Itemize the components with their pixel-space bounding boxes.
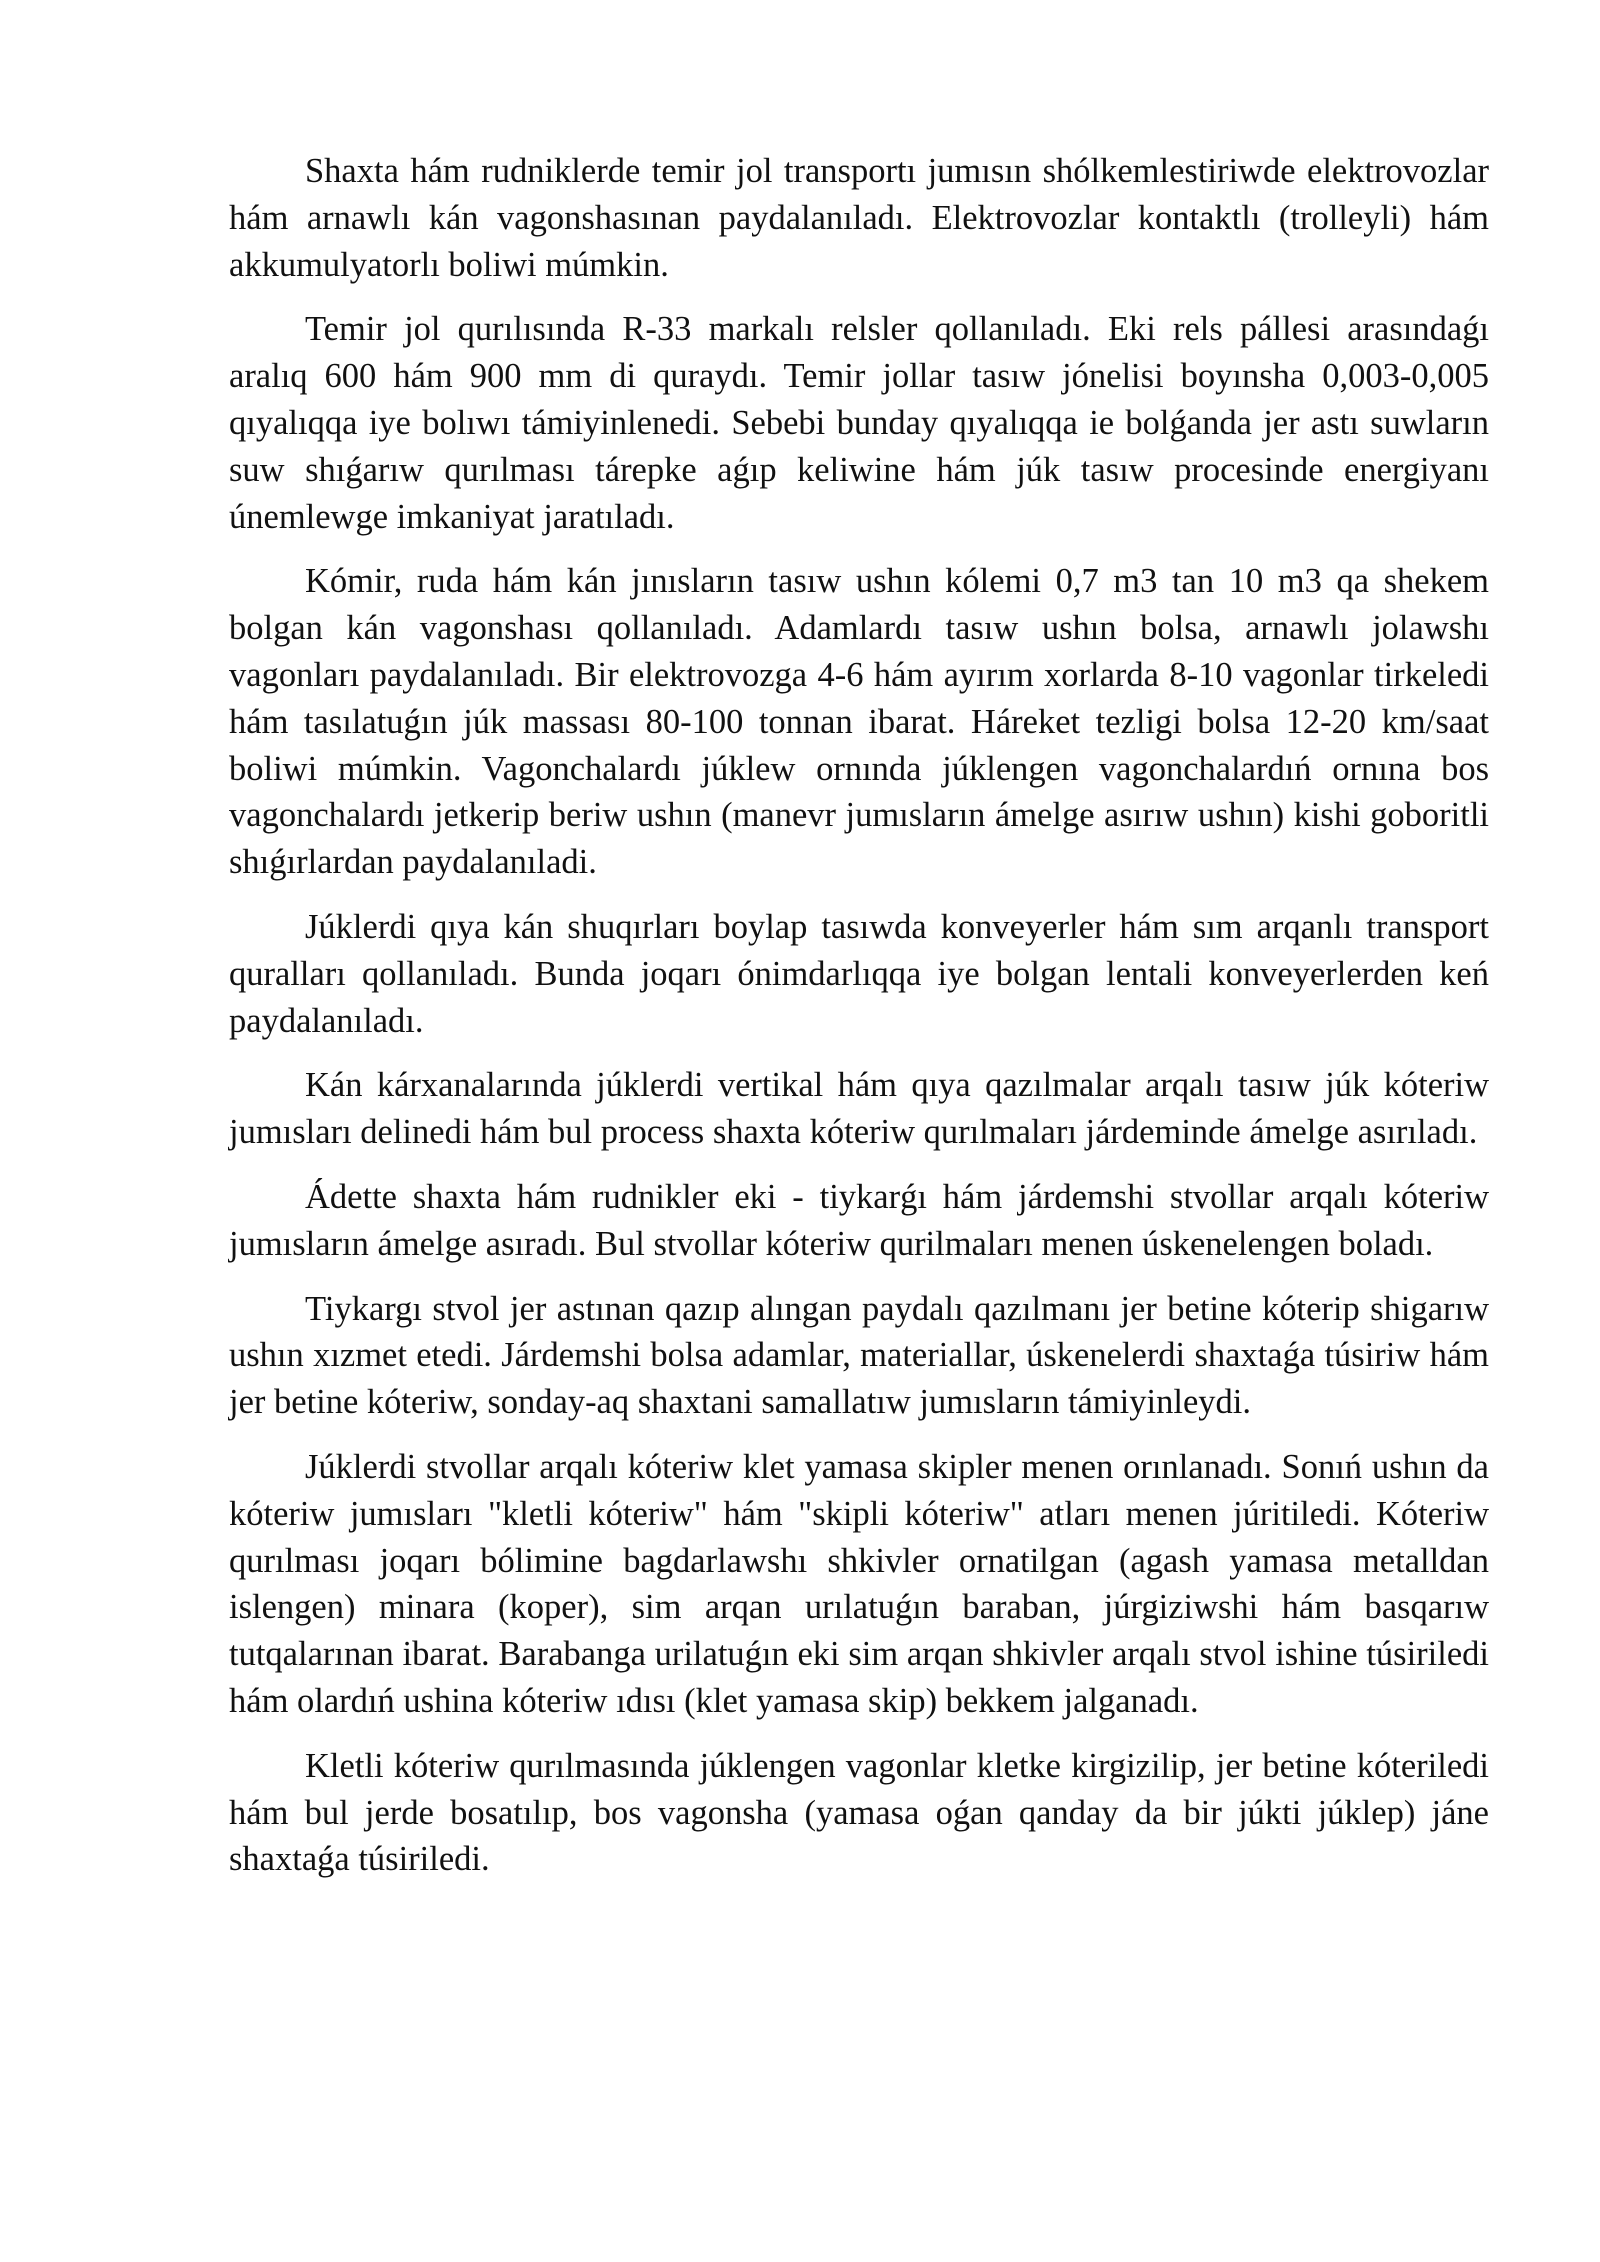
paragraph-conveyors: Júklerdi qıya kán shuqırları boylap tasıwda konveyerler hám sım arqanlı transport quralları qollanıladı. Bunda joqarı ónimdarlıqqa iye bolgan lentali konveyerlerden keń paydalanıladı.: [229, 907, 1489, 1040]
paragraph-cage-hoist: Kletli kóteriw qurılmasında júklengen vagonlar kletke kirgizilip, jer betine kóteriledi hám bul jerde bosatılıp, bos vagonsha (yamasa oǵan qanday da bir júkti júklep) jáne shaxtaǵa túsiriledi.: [229, 1746, 1489, 1879]
paragraph-electric-locomotives: Shaxta hám rudniklerde temir jol transportı jumısın shólkemlestiriwde elektrovozlar hám arnawlı kán vagonshasınan paydalanıladı. Elektrovozlar kontaktlı (trolleyli) hám akkumulyatorlı boliwi múmkin.: [229, 152, 1489, 284]
document-page: [229, 148, 1489, 1901]
paragraph-cage-skip: Júklerdi stvollar arqalı kóteriw klet yamasa skipler menen orınlanadı. Sonıń ushın da kóteriw jumısları "kletli kóteriw" hám "skipli kóteriw" atları menen júritiledi. Kóteriw qurılması joqarı bólimine bagdarlawshı shkivler ornatilgan (agash yamasa metalldan islengen) minara (koper), sim arqan urılatuǵın baraban, júrgiziwshi hám basqarıw tutqalarınan ibarat. Barabanga urilatuǵın eki sim arqan shkivler arqalı stvol ishine túsiriledi hám olardıń ushina kóteriw ıdısı (klet yamasa skip) bekkem jalganadı.: [229, 1447, 1489, 1720]
paragraph-hoisting: Kán kárxanalarında júklerdi vertikal hám qıya qazılmalar arqalı tasıw júk kóteriw jumısları delinedi hám bul process shaxta kóteriw qurılmaları járdeminde ámelge asırıladı.: [229, 1066, 1489, 1152]
paragraph-main-shaft: Tiykargı stvol jer astınan qazıp alıngan paydalı qazılmanı jer betine kóterip shigarıw ushın xızmet etedi. Járdemshi bolsa adamlar, materiallar, úskenelerdi shaxtaǵa túsiriw hám jer betine kóteriw, sonday-aq shaxtani samallatıw jumısların támiyinleydi.: [229, 1289, 1489, 1422]
paragraph-rails: Temir jol qurılısında R-33 markalı relsler qollanıladı. Eki rels pállesi arasındaǵı aralıq 600 hám 900 mm di quraydı. Temir jollar tasıw jónelisi boyınsha 0,003-0,005 qıyalıqqa iye bolıwı támiyinlenedi. Sebebi bunday qıyalıqqa ie bolǵanda jer astı suwların suw shıǵarıw qurılması tárepke aǵıp keliwine hám júk tasıw procesinde energiyanı únemlewge imkaniyat jaratıladı.: [229, 310, 1489, 536]
paragraph-mine-cars: Kómir, ruda hám kán jınısların tasıw ushın kólemi 0,7 m3 tan 10 m3 qa shekem bolgan kán vagonshası qollanıladı. Adamlardı tasıw ushın bolsa, arnawlı jolawshı vagonları paydalanıladı. Bir elektrovozga 4-6 hám ayırım xorlarda 8-10 vagonlar tirkeledi hám tasılatuǵın júk massası 80-100 tonnan ibarat. Háreket tezligi bolsa 12-20 km/saat boliwi múmkin. Vagonchalardı júklew ornında júklengen vagonchalardıń ornına bos vagonchalardı jetkerip beriw ushın (manevr jumısların ámelge asırıw ushın) kishi goboritli shıǵırlardan paydalanıladi.: [229, 562, 1489, 882]
paragraph-shafts: Ádette shaxta hám rudnikler eki - tiykarǵı hám járdemshi stvollar arqalı kóteriw jumısların ámelge asıradı. Bul stvollar kóteriw qurilmaları menen úskenelengen boladı.: [229, 1177, 1489, 1263]
